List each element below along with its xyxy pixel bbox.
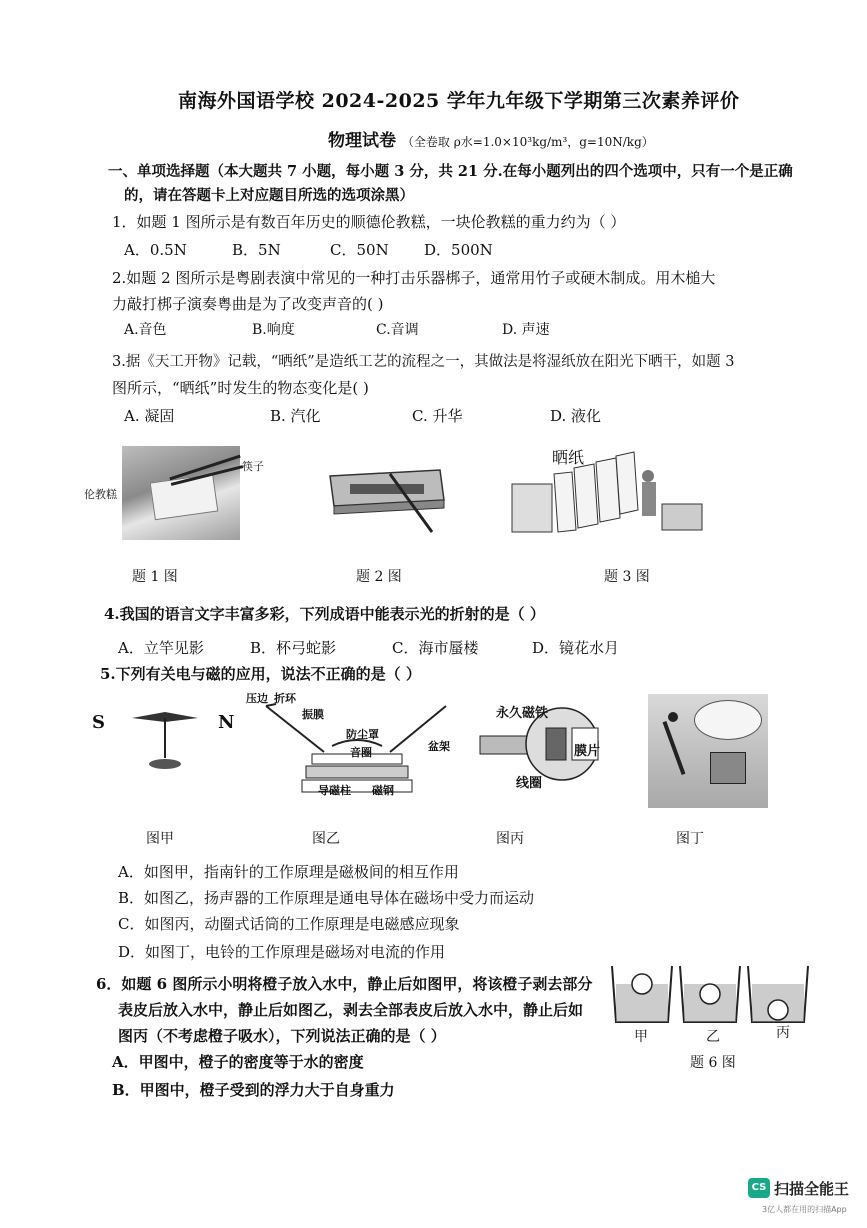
yi-label-yinquan: 音圈 xyxy=(350,746,372,759)
constants-note: （全卷取 ρ水=1.0×10³kg/m³，g=10N/kg） xyxy=(401,135,654,149)
figure-3-paper-drying xyxy=(512,444,702,544)
figure-jia-compass xyxy=(128,708,202,774)
exam-subtitle xyxy=(328,126,654,151)
subject-name: 物理试卷 xyxy=(328,131,396,151)
yi-label-fangchenzhao: 防尘罩 xyxy=(346,728,379,741)
bell-dome xyxy=(694,700,762,740)
bell-arm xyxy=(663,721,686,775)
question-2-stem-line1: 2.如题 2 图所示是粤剧表演中常见的一种打击乐器梆子，通常用竹子或硬木制成。用木槌大 xyxy=(112,269,716,287)
bing-label-coil: 线圈 xyxy=(516,776,543,791)
q4-option-a: A．立竿见影 xyxy=(118,639,204,657)
q3-option-a: A. 凝固 xyxy=(124,407,175,425)
q1-option-a: A．0.5N xyxy=(124,241,187,259)
question-6-stem-line1: 6．如题 6 图所示小明将橙子放入水中，静止后如图甲，将该橙子剥去部分 xyxy=(96,975,593,993)
q3-option-d: D. 液化 xyxy=(550,407,602,425)
section-heading-line1: 一、单项选择题（本大题共 7 小题，每小题 3 分，共 21 分.在每小题列出的四个选项中，只有一个是正确 xyxy=(108,163,793,180)
fig-jia-n-pole: N xyxy=(218,712,235,733)
q2-option-b: B.响度 xyxy=(252,322,295,338)
q5-option-b: B．如图乙，扬声器的工作原理是通电导体在磁场中受力而运动 xyxy=(118,889,535,907)
bell-hammer xyxy=(668,712,678,722)
q6-option-b: B．甲图中，橙子受到的浮力大于自身重力 xyxy=(112,1081,395,1099)
beaker-label-bing: 丙 xyxy=(776,1025,790,1041)
question-4-stem: 4.我国的语言文字丰富多彩，下列成语中能表示光的折射的是（ ） xyxy=(104,605,545,623)
q3-option-b: B. 汽化 xyxy=(270,407,321,425)
beaker-label-yi: 乙 xyxy=(706,1029,720,1045)
q4-option-d: D．镜花水月 xyxy=(532,639,620,657)
fig-ding-caption: 图丁 xyxy=(676,831,704,847)
yi-label-zhehuan: 折环 xyxy=(274,692,296,705)
figure-1-caption: 题 1 图 xyxy=(132,569,178,585)
question-2-stem-line2: 力敲打梆子演奏粤曲是为了改变声音的( ) xyxy=(112,295,384,313)
q5-option-a: A．如图甲，指南针的工作原理是磁极间的相互作用 xyxy=(118,863,459,881)
question-5-stem: 5.下列有关电与磁的应用，说法不正确的是（ ） xyxy=(100,665,421,683)
yi-label-penjia: 盆架 xyxy=(428,740,450,753)
fig-jia-s-pole: S xyxy=(92,712,105,733)
figure-3-caption: 题 3 图 xyxy=(604,569,650,585)
fig-bing-caption: 图丙 xyxy=(496,831,524,847)
fig3-paper-label: 晒纸 xyxy=(552,448,585,467)
q3-option-c: C. 升华 xyxy=(412,407,463,425)
fig1-chopsticks-label: 筷子 xyxy=(242,460,264,473)
question-6-stem-line2: 表皮后放入水中，静止后如图乙，剥去全部表皮后放入水中，静止后如 xyxy=(118,1001,584,1019)
q5-option-d: D．如图丁，电铃的工作原理是磁场对电流的作用 xyxy=(118,943,446,961)
figure-2-bangzi xyxy=(320,456,450,536)
q4-option-b: B．杯弓蛇影 xyxy=(250,639,337,657)
watermark-app-name: 扫描全能王 xyxy=(774,1180,850,1198)
camscanner-logo-icon: CS xyxy=(748,1178,770,1198)
yi-label-yabian: 压边 xyxy=(246,692,268,705)
yi-label-zhenmo: 振膜 xyxy=(302,708,324,721)
figure-6-beakers xyxy=(606,962,816,1026)
q2-option-a: A.音色 xyxy=(124,322,167,338)
q6-option-a: A．甲图中，橙子的密度等于水的密度 xyxy=(112,1053,364,1071)
q1-option-c: C．50N xyxy=(330,241,389,259)
exam-title: 南海外国语学校 2024-2025 学年九年级下学期第三次素养评价 xyxy=(178,90,740,112)
figure-2-caption: 题 2 图 xyxy=(356,569,402,585)
q5-option-c: C．如图丙，动圈式话筒的工作原理是电磁感应现象 xyxy=(118,915,460,933)
figure-6-caption: 题 6 图 xyxy=(690,1055,736,1071)
watermark-tagline: 3亿人都在用的扫描App xyxy=(762,1205,847,1214)
q4-option-c: C．海市蜃楼 xyxy=(392,639,479,657)
fig-jia-caption: 图甲 xyxy=(146,831,174,847)
question-1-stem: 1．如题 1 图所示是有数百年历史的顺德伦教糕，一块伦教糕的重力约为（ ） xyxy=(112,213,626,231)
yi-label-daoci: 导磁柱 xyxy=(318,784,351,797)
section-heading-line2: 的，请在答题卡上对应题目所选的选项涂黑） xyxy=(124,187,414,204)
figure-ding-bell-photo xyxy=(648,694,768,808)
q1-option-b: B．5N xyxy=(232,241,281,259)
figure-1-cake-photo xyxy=(122,446,240,540)
question-3-stem-line1: 3.据《天工开物》记载，“晒纸”是造纸工艺的流程之一，其做法是将湿纸放在阳光下晒干，如题 3 xyxy=(112,354,735,370)
bell-coil xyxy=(710,752,746,784)
bing-label-magnet: 永久磁铁 xyxy=(496,706,549,721)
fig-yi-caption: 图乙 xyxy=(312,831,340,847)
q2-option-c: C.音调 xyxy=(376,322,419,338)
beaker-label-jia: 甲 xyxy=(634,1029,648,1045)
fig1-cake-label: 伦教糕 xyxy=(84,488,117,501)
bing-label-film: 膜片 xyxy=(574,744,601,759)
yi-label-cigang: 磁钢 xyxy=(372,784,394,797)
question-3-stem-line2: 图所示，“晒纸”时发生的物态变化是( ) xyxy=(112,379,369,397)
q2-option-d: D. 声速 xyxy=(502,322,550,338)
q1-option-d: D．500N xyxy=(424,241,493,259)
question-6-stem-line3: 图丙（不考虑橙子吸水），下列说法正确的是（ ） xyxy=(118,1027,446,1045)
